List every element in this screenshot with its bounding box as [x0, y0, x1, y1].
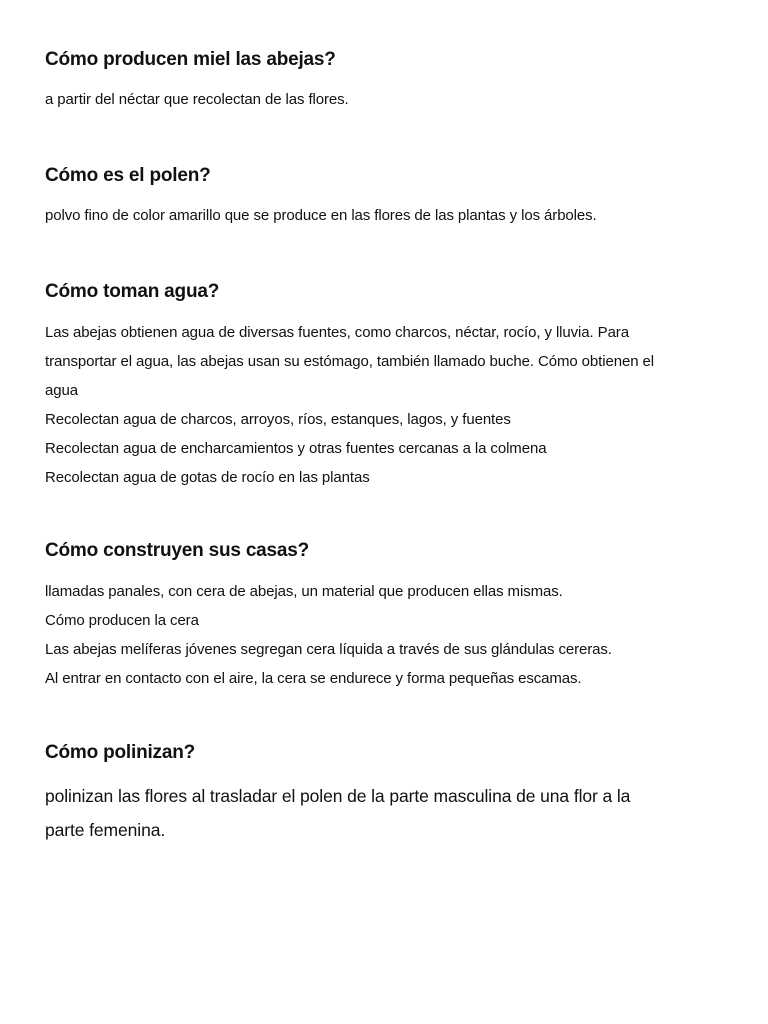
- section-water: [45, 280, 725, 492]
- answer-line: Recolectan agua de charcos, arroyos, ríos, estanques, lagos, y fuentes: [45, 411, 511, 428]
- question-heading: Cómo es el polen?: [45, 165, 211, 186]
- answer-line: llamadas panales, con cera de abejas, un material que producen ellas mismas.: [45, 583, 563, 600]
- answer-line: Las abejas obtienen agua de diversas fuentes, como charcos, néctar, rocío, y lluvia. Para: [45, 324, 629, 341]
- section-honey: [45, 48, 725, 114]
- section-pollen: [45, 164, 725, 230]
- answer-line: transportar el agua, las abejas usan su estómago, también llamado buche. Cómo obtienen el: [45, 353, 654, 370]
- answer-line: Las abejas melíferas jóvenes segregan cera líquida a través de sus glándulas cereras.: [45, 641, 612, 658]
- question-heading: Cómo construyen sus casas?: [45, 540, 310, 561]
- answer-line: Recolectan agua de gotas de rocío en las plantas: [45, 469, 370, 486]
- answer-line: polinizan las flores al trasladar el polen de la parte masculina de una flor a la: [45, 786, 631, 806]
- answer-line: polvo fino de color amarillo que se produce en las flores de las plantas y los árboles.: [45, 207, 597, 224]
- answer-line: agua: [45, 382, 78, 399]
- question-heading: Cómo toman agua?: [45, 281, 220, 302]
- answer-line: a partir del néctar que recolectan de las flores.: [45, 91, 349, 108]
- answer-line: Cómo producen la cera: [45, 612, 199, 629]
- answer-line: Al entrar en contacto con el aire, la cera se endurece y forma pequeñas escamas.: [45, 670, 582, 687]
- question-heading: Cómo producen miel las abejas?: [45, 49, 336, 70]
- question-heading: Cómo polinizan?: [45, 742, 196, 763]
- answer-line: Recolectan agua de encharcamientos y otras fuentes cercanas a la colmena: [45, 440, 547, 457]
- answer-line: parte femenina.: [45, 820, 166, 840]
- section-pollination: [45, 741, 725, 847]
- section-houses: [45, 539, 725, 693]
